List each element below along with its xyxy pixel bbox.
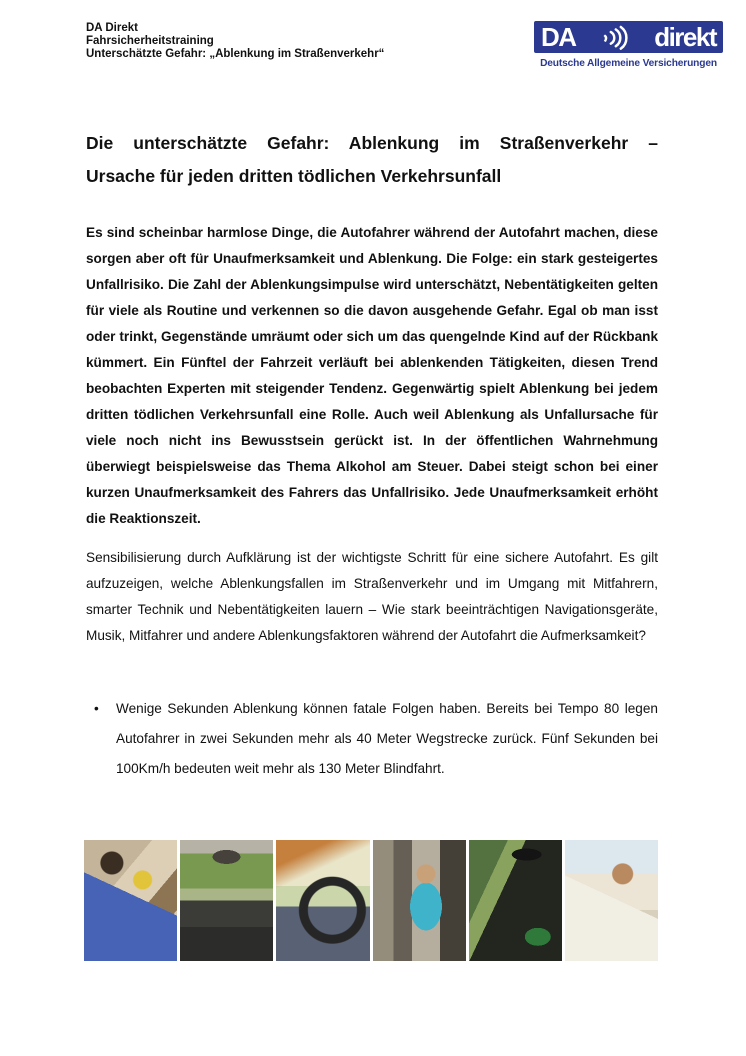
page-title — [86, 127, 658, 193]
bullet-list — [86, 694, 658, 784]
da-direkt-logo-box — [534, 21, 723, 53]
meta-line-topic: Unterschätzte Gefahr: „Ablenkung im Straßenverkehr“ — [86, 48, 385, 60]
photo-dark-interior-navigation — [469, 840, 562, 961]
photo-woman-steering-wheel-phone — [276, 840, 369, 961]
page-title-line2: Ursache für jeden dritten tödlichen Verkehrsunfall — [86, 166, 502, 186]
logo-text-da: DA — [541, 22, 576, 52]
photo-windshield-dashboard-phone — [180, 840, 273, 961]
body-paragraph: Sensibilisierung durch Aufklärung ist der wichtigste Schritt für eine sichere Autofahrt. Es gilt aufzuzeigen, welche Ablenkungsfallen im Straßenverkehr und im Umgang mit Mitfahrern, smarter Technik und Nebentätigkeiten lauern – Wie stark beeinträchtigen Navigationsgeräte, Musik, Mitfahrer und andere Ablenkungsfaktoren während der Autofahrt die Aufmerksamkeit? — [86, 550, 658, 643]
list-item — [86, 694, 658, 784]
lead-paragraph: Es sind scheinbar harmlose Dinge, die Autofahrer während der Autofahrt machen, diese sorgen aber oft für Unaufmerksamkeit und Ablenkung. Die Folge: ein stark gesteigertes Unfallrisiko. Die Zahl der Ablenkungsimpulse wird unterschätzt, Nebentätigkeiten gelten für viele als Routine und verkennen so die davon ausgehende Gefahr. Egal ob man isst oder trinkt, Gegenstände umräumt oder sich um das quengelnde Kind auf der Rückbank kümmert. Ein Fünftel der Fahrzeit verläuft bei ablenkenden Tätigkeiten, diesen Trend beobachten Experten mit steigender Tendenz. Gegenwärtig spielt Ablenkung bei jedem dritten tödlichen Verkehrsunfall eine Rolle. Auch weil Ablenkung als Unfallursache für viele noch nicht ins Bewusstsein gerückt ist. In der öffentlichen Wahrnehmung überwiegt beispielsweise das Thema Alkohol am Steuer. Dabei steigt schon bei einer kurzen Unaufmerksamkeit des Fahrers das Unfallrisiko. Jede Unaufmerksamkeit erhöht die Reaktionszeit. — [86, 225, 658, 526]
photo-children-back-seat — [373, 840, 466, 961]
photo-strip — [84, 840, 658, 961]
logo-text-direkt: direkt — [654, 22, 716, 52]
photo-driver-eating — [565, 840, 658, 961]
bullet-icon: • — [94, 701, 99, 716]
sound-waves-icon — [600, 22, 630, 52]
list-item-text: Wenige Sekunden Ablenkung können fatale Folgen haben. Bereits bei Tempo 80 legen Autofahrer in zwei Sekunden mehr als 40 Meter Wegstrecke zurück. Fünf Sekunden bei 100Km/h bedeuten weit mehr als 130 Meter Blindfahrt. — [116, 701, 658, 776]
page-title-line1: Die unterschätzte Gefahr: Ablenkung im Straßenverkehr – — [86, 133, 658, 153]
meta-line-brand: DA Direkt — [86, 22, 138, 34]
logo-tagline: Deutsche Allgemeine Versicherungen — [540, 58, 717, 69]
photo-driver-coffee-phone — [84, 840, 177, 961]
da-direkt-logo — [534, 21, 723, 69]
meta-line-category: Fahrsicherheitstraining — [86, 35, 214, 47]
